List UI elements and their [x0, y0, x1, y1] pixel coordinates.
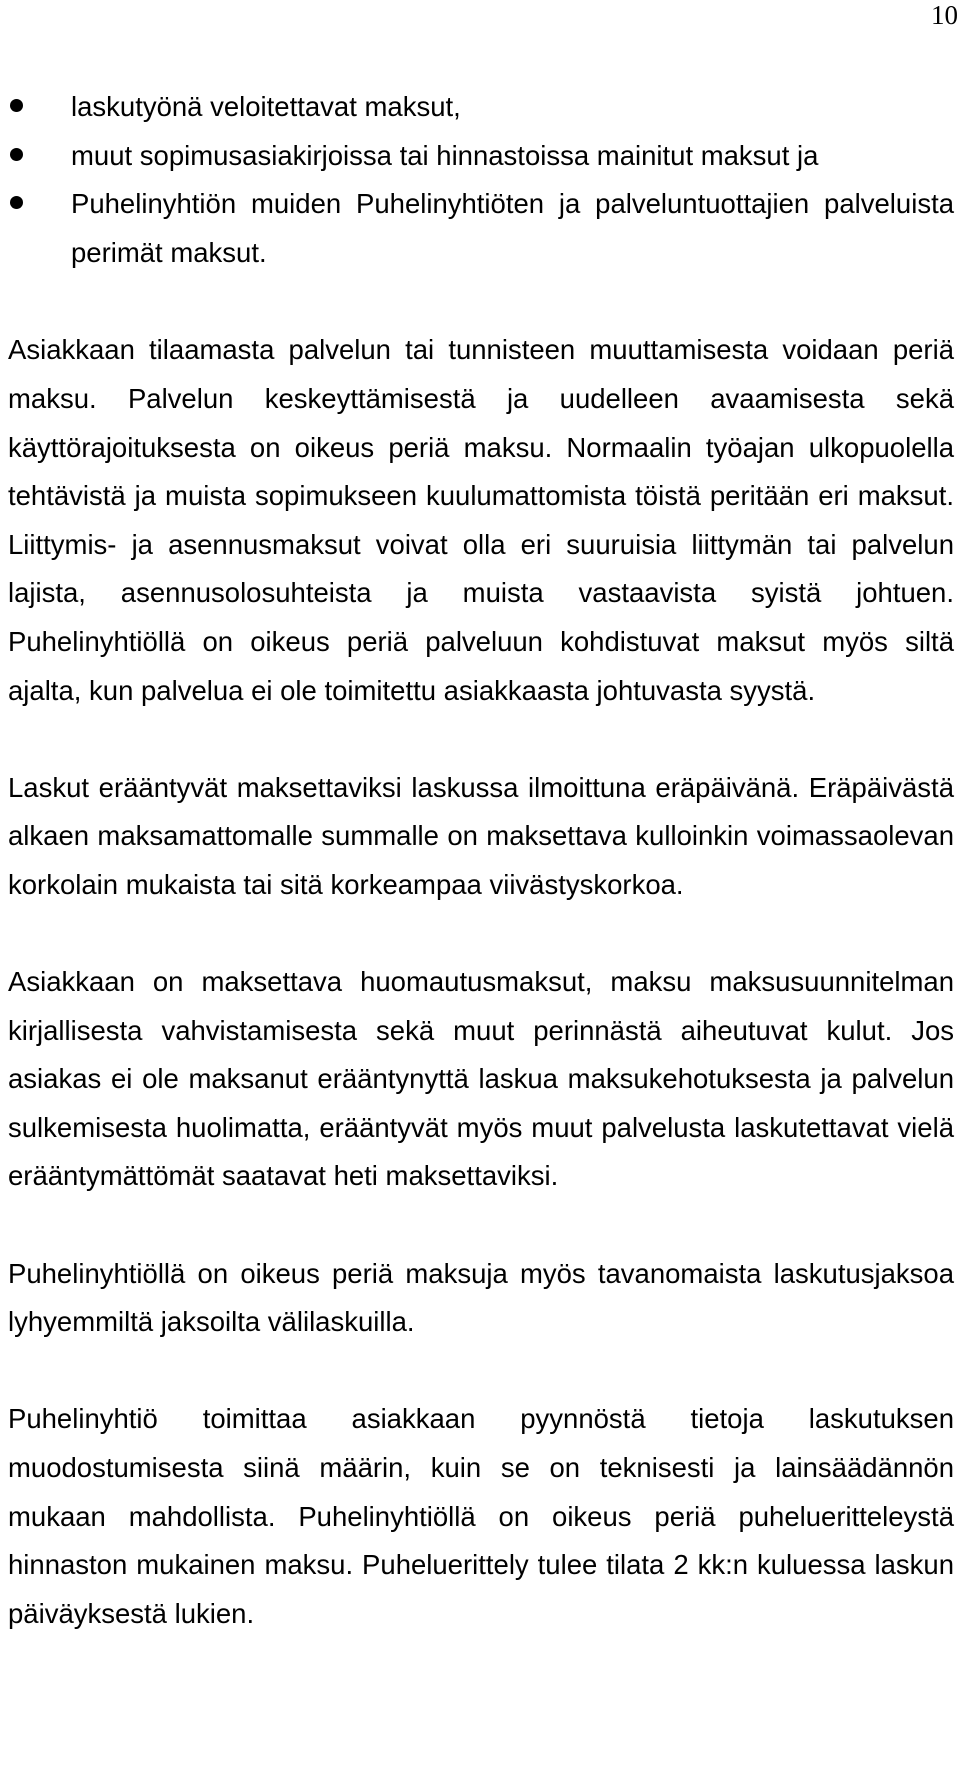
paragraph-due-dates: Laskut erääntyvät maksettaviksi laskussa ilmoittuna eräpäivänä. Eräpäivästä alkaen maksamattomalle summalle on maksettava kulloinkin voimassaolevan korkolain mukaista tai sitä korkeampaa viivästyskorkoa.	[8, 771, 954, 900]
list-item-text: laskutyönä veloitettavat maksut,	[71, 91, 461, 122]
paragraph-collection-costs: Asiakkaan on maksettava huomautusmaksut, maksu maksusuunnitelman kirjallisesta vahvistamisesta sekä muut perinnästä aiheutuvat kulut. Jos asiakas ei ole maksanut erääntynyttä laskua maksukehotuksesta ja palvelun sulkemisesta huolimatta, erääntyvät myös muut palvelusta laskutettavat vielä erääntymättömät saatavat heti maksettaviksi.	[8, 966, 954, 1192]
document-body	[8, 83, 954, 1687]
bullet-icon	[10, 148, 23, 161]
list-item	[8, 132, 954, 181]
list-item-text: Puhelinyhtiön muiden Puhelinyhtiöten ja palveluntuottajien palveluista perimät maksut.	[71, 188, 954, 268]
bullet-list	[8, 83, 954, 277]
list-item	[8, 83, 954, 132]
list-item-text: muut sopimusasiakirjoissa tai hinnastoissa mainitut maksut ja	[71, 139, 819, 171]
paragraph-charges: Asiakkaan tilaamasta palvelun tai tunnisteen muuttamisesta voidaan periä maksu. Palvelun keskeyttämisestä ja uudelleen avaamisesta sekä käyttörajoituksesta on oikeus periä maksu. Normaalin työajan ulkopuolella tehtävistä ja muista sopimukseen kuulumattomista töistä peritään eri maksut. Liittymis- ja asennusmaksut voivat olla eri suuruisia liittymän tai palvelun lajista, asennusolosuhteista ja muista vastaavista syistä johtuen. Puhelinyhtiöllä on oikeus periä palveluun kohdistuvat maksut myös siltä ajalta, kun palvelua ei ole toimitettu asiakkaasta johtuvasta syystä.	[8, 334, 954, 706]
paragraph-interim-invoices: Puhelinyhtiöllä on oikeus periä maksuja myös tavanomaista laskutusjaksoa lyhyemmiltä jaksoilta välilaskuilla.	[8, 1257, 954, 1338]
paragraph-billing-details: Puhelinyhtiö toimittaa asiakkaan pyynnöstä tietoja laskutuksen muodostumisesta siinä määrin, kuin se on teknisesti ja lainsäädännön mukaan mahdollista. Puhelinyhtiöllä on oikeus periä puhelueritteleystä hinnaston mukainen maksu. Puheluerittely tulee tilata 2 kk:n kuluessa laskun päiväyksestä lukien.	[8, 1403, 954, 1629]
page-number: 10	[931, 0, 958, 30]
bullet-icon	[10, 196, 23, 209]
list-item	[8, 180, 954, 277]
bullet-icon	[10, 99, 23, 112]
